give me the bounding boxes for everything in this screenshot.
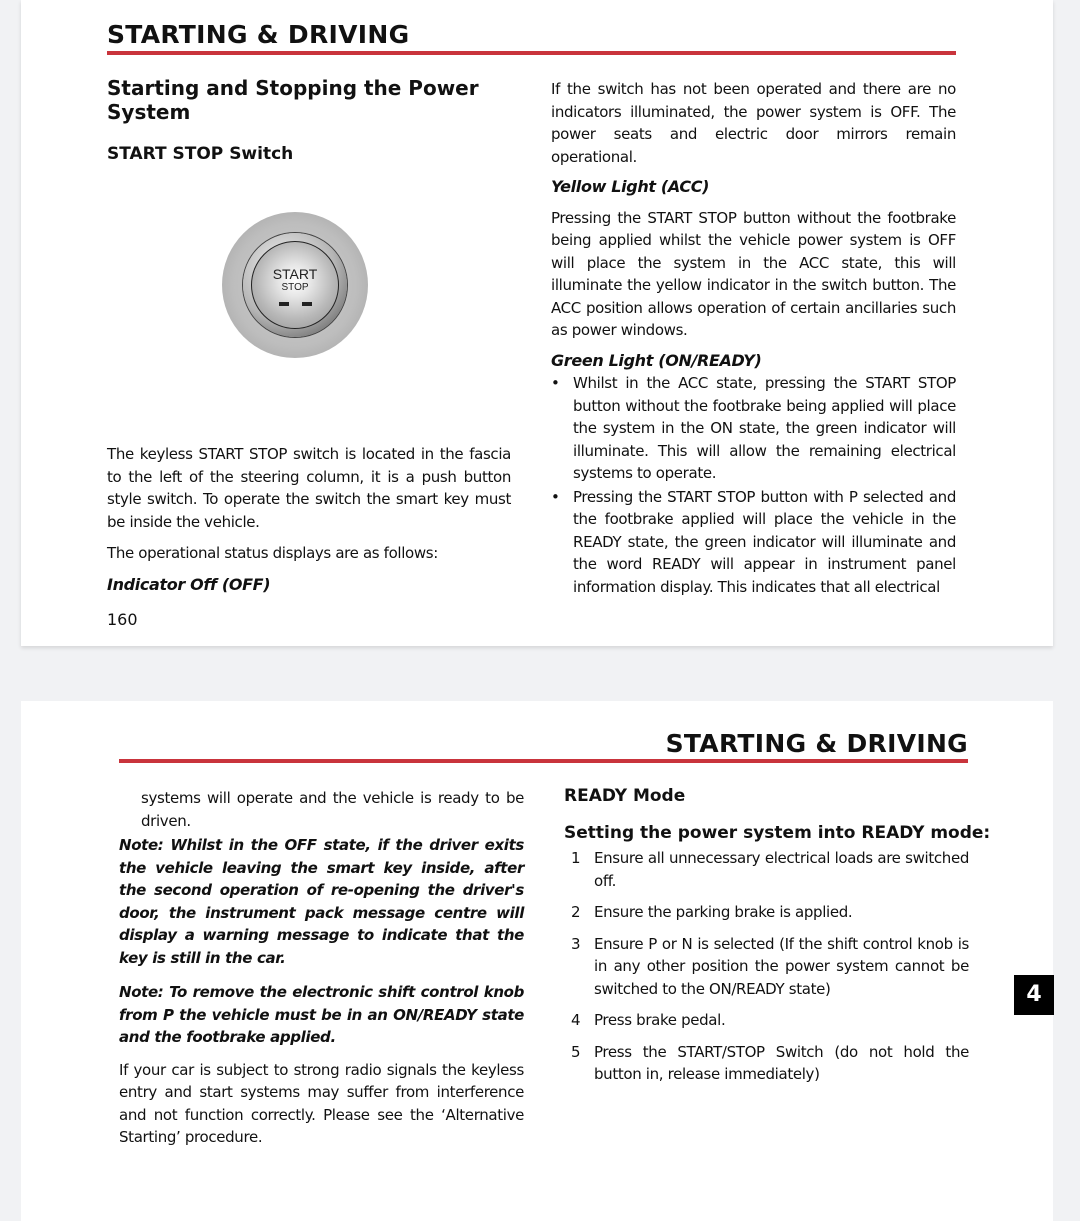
step-item: 1 Ensure all unnecessary electrical loads are switched off. — [571, 849, 969, 890]
bullet-item: • Whilst in the ACC state, pressing the START STOP button without the footbrake being applied will place the system in the ON state, the green indicator will illuminate. This will allow the remaining electrical systems to operate. — [551, 372, 956, 485]
green-light-heading: Green Light (ON/READY) — [551, 350, 762, 370]
start-stop-switch-illustration — [222, 212, 368, 358]
step-item: 4 Press brake pedal. — [571, 1011, 726, 1029]
page-number: 160 — [107, 610, 138, 629]
green-light-bullets — [551, 372, 956, 598]
section-title: STARTING & DRIVING — [665, 729, 968, 758]
status-intro-paragraph: The operational status displays are as follows: — [107, 544, 438, 562]
switch-label-stop: STOP — [281, 282, 309, 293]
right-column-body — [551, 78, 956, 598]
yellow-light-heading: Yellow Light (ACC) — [551, 177, 710, 196]
ready-mode-steps — [564, 847, 969, 1086]
heading-ready-mode: READY Mode — [564, 786, 686, 806]
continuation-paragraph: systems will operate and the vehicle is ready to be driven. — [141, 789, 524, 830]
yellow-light-paragraph: Pressing the START STOP button without the footbrake being applied whilst the vehicle power system is OFF will place the system in the ACC state, this will illuminate the yellow indicator in the switch button. The ACC position allows operation of certain ancillaries such as power windows. — [551, 208, 956, 339]
start-stop-button-face — [251, 241, 339, 329]
left-column-body — [119, 787, 524, 1149]
note-smart-key-inside: Note: Whilst in the OFF state, if the driver exits the vehicle leaving the smart key inside, after the second operation of re-opening the driver's door, the instrument pack message centre will display a warning message to indicate that the key is still in the car. — [119, 836, 524, 967]
radio-interference-paragraph: If your car is subject to strong radio signals the keyless entry and start systems may suffer from interference and not function correctly. Please see the ‘Alternative Starting’ procedure. — [119, 1060, 524, 1146]
left-column-body — [107, 443, 511, 596]
section-title-rule — [119, 759, 968, 763]
switch-label-start: START — [272, 266, 318, 282]
off-state-paragraph: If the switch has not been operated and there are no indicators illuminated, the power system is OFF. The power seats and electric door mirrors remain operational. — [551, 80, 956, 166]
document-page-161 — [21, 701, 1053, 1221]
step-item: 3 Ensure P or N is selected (If the shift control knob is in any other position the power system cannot be switched to the ON/READY state) — [571, 934, 969, 998]
subheading-setting-ready-mode: Setting the power system into READY mode: — [564, 823, 991, 843]
subheading-start-stop-switch: START STOP Switch — [107, 144, 294, 164]
section-title-rule — [107, 51, 956, 55]
heading-starting-stopping: Starting and Stopping the Power System — [107, 76, 479, 124]
chapter-tab[interactable]: 4 — [1014, 975, 1054, 1015]
indicator-off-heading: Indicator Off (OFF) — [107, 574, 271, 594]
ready-mode-steps-container — [564, 847, 969, 1086]
indicator-led-icon — [279, 302, 289, 306]
bullet-item: • Pressing the START STOP button with P selected and the footbrake applied will place the vehicle in the READY state, the green indicator will illuminate and the word READY will appear in instrument panel information display. This indicates that all electrical — [551, 486, 956, 599]
step-item: 2 Ensure the parking brake is applied. — [571, 903, 853, 921]
indicator-led-icon — [302, 302, 312, 306]
switch-location-paragraph: The keyless START STOP switch is located in the fascia to the left of the steering column, it is a push button style switch. To operate the switch the smart key must be inside the vehicle. — [107, 445, 511, 531]
note-shift-knob: Note: To remove the electronic shift control knob from P the vehicle must be in an ON/READY state and the footbrake applied. — [119, 983, 524, 1046]
document-page-160 — [21, 0, 1053, 646]
section-title: STARTING & DRIVING — [107, 20, 410, 49]
step-item: 5 Press the START/STOP Switch (do not hold the button in, release immediately) — [571, 1042, 969, 1083]
